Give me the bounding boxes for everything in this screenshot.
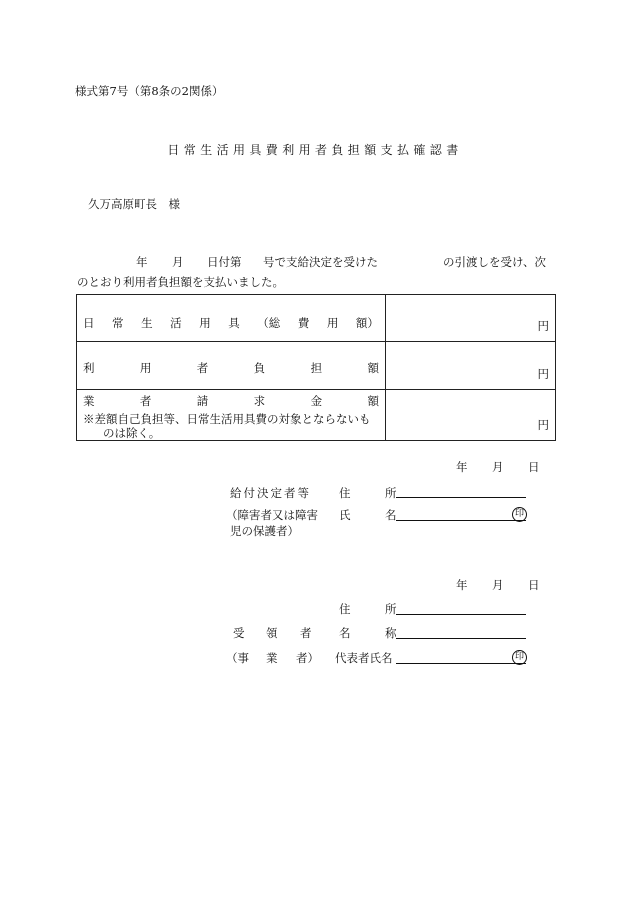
yen-unit: 円 [537, 418, 549, 432]
label-char: 担 [310, 361, 323, 375]
label-char: 求 [253, 394, 266, 408]
seal-icon: 印 [512, 650, 527, 665]
applicant-role-sub2: 児の保護者） [230, 524, 299, 538]
applicant-name-label: 氏 名 [339, 508, 397, 522]
user-burden-amount-field[interactable] [386, 342, 556, 390]
label-char: 用 [326, 316, 339, 330]
yen-unit: 円 [537, 319, 549, 333]
label-char: 生 [141, 316, 153, 330]
addressee: 久万高原町長 様 [88, 197, 180, 211]
exclusion-note-line1: ※差額自己負担等、日常生活用具費の対象とならないも [83, 412, 371, 426]
table-row [77, 390, 556, 441]
label-char: 日 [83, 316, 95, 330]
date-day: 日 [528, 578, 540, 592]
date-year: 年 [456, 460, 468, 474]
representative-name-label: 代表者氏名 [335, 651, 393, 665]
vendor-address-label: 住 所 [339, 602, 397, 616]
business-char: 者） [296, 651, 319, 665]
intro-delivery: の引渡しを受け、次 [443, 255, 547, 269]
business-char: 業 [266, 651, 278, 665]
date-month: 月 [492, 460, 504, 474]
total-cost-label [77, 295, 385, 331]
label-char: 利 [83, 361, 95, 375]
yen-unit: 円 [537, 367, 549, 381]
intro-month: 月 [172, 255, 184, 269]
label-char: 活 [170, 316, 182, 330]
total-cost-amount-field[interactable] [386, 295, 556, 342]
business-char: （事 [226, 651, 249, 665]
intro-line2: のとおり利用者負担額を支払いました。 [77, 275, 284, 289]
label-char: 額 [367, 394, 379, 408]
label-char: 具 [228, 316, 240, 330]
applicant-role-sub1: （障害者又は障害 [226, 508, 318, 522]
vendor-claim-label [77, 390, 385, 409]
label-char: 額 [367, 361, 379, 375]
date-month: 月 [492, 578, 504, 592]
recipient-char: 受 [233, 626, 245, 640]
label-char: 負 [253, 361, 266, 375]
label-char: 請 [196, 394, 209, 408]
seal-icon: 印 [512, 507, 527, 522]
applicant-address-label: 住 所 [339, 486, 397, 500]
label-char: 常 [112, 316, 124, 330]
label-char: 費 [297, 316, 310, 330]
label-char: 業 [83, 394, 95, 408]
label-char: 者 [196, 361, 209, 375]
intro-number-suffix: 号で支給決定を受けた [263, 255, 378, 269]
recipient-char: 者 [300, 626, 312, 640]
label-char: 額） [355, 316, 379, 330]
intro-year: 年 [136, 255, 148, 269]
vendor-name-label: 名 称 [339, 626, 397, 640]
applicant-address-field[interactable] [396, 497, 526, 498]
label-char: 用 [199, 316, 211, 330]
vendor-address-field[interactable] [396, 614, 526, 615]
recipient-char: 領 [266, 626, 278, 640]
user-burden-label [77, 342, 385, 376]
amount-table [76, 294, 556, 441]
label-char: 金 [310, 394, 323, 408]
representative-name-field[interactable] [396, 663, 526, 664]
date-day: 日 [528, 460, 540, 474]
document-title: 日常生活用具費利用者負担額支払確認書 [167, 143, 463, 157]
vendor-claim-label-cell [77, 390, 386, 441]
label-char: 用 [139, 361, 152, 375]
total-cost-label-cell [77, 295, 386, 342]
label-char: 者 [139, 394, 152, 408]
table-row [77, 342, 556, 390]
vendor-name-field[interactable] [396, 638, 526, 639]
applicant-name-field[interactable] [396, 520, 526, 521]
table-row [77, 295, 556, 342]
applicant-role-label: 給付決定者等 [230, 486, 311, 500]
date-year: 年 [456, 578, 468, 592]
exclusion-note-line2: のは除く。 [103, 426, 161, 440]
label-char: （総 [257, 316, 281, 330]
exclusion-note [77, 412, 385, 440]
intro-date-suffix: 日付第 [207, 255, 242, 269]
user-burden-label-cell [77, 342, 386, 390]
form-number: 様式第7号（第8条の2関係） [75, 84, 224, 98]
vendor-claim-amount-field[interactable] [386, 390, 556, 441]
